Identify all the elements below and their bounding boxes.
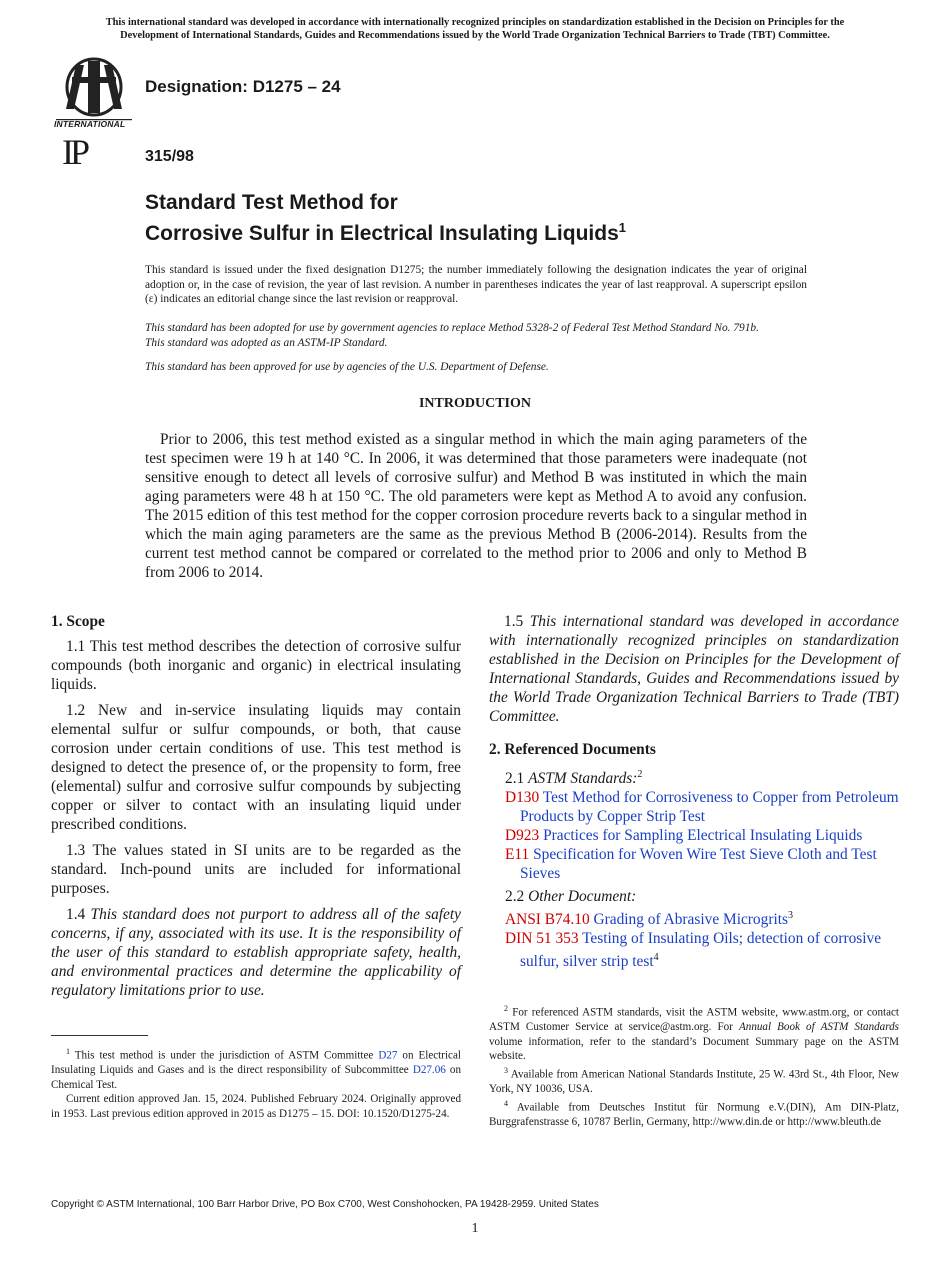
ref-e11[interactable] (489, 845, 899, 883)
footnote-1-edition: Current edition approved Jan. 15, 2024. Published February 2024. Originally approved in 1953. Last previous edition approved in 2015 as D1275 – 15. DOI: 10.1520/D1275-24. (51, 1093, 461, 1121)
footnote-text: Available from American National Standards Institute, 25 W. 43rd St., 4th Floor, New York, NY 10036, USA. (489, 1068, 899, 1096)
para-number: 1.5 (504, 613, 524, 630)
ref-title[interactable]: Practices for Sampling Electrical Insulating Liquids (543, 827, 863, 845)
para-text: This international standard was developed in accordance with internationally recognized principles on standardization established in the Decision on Principles for the Development of International Standards, Guides and Recommendations issued by the World Trade Organization Technical Barriers to Trade (TBT) Committee. (489, 613, 899, 725)
footnote-text: Available from Deutsches Institut für Normung e.V.(DIN), Am DIN-Platz, Burggrafenstrasse 6, 10787 Berlin, Germany, http://www.din.de or http://www.bleuth.de (489, 1101, 899, 1129)
adoption-line-1: This standard has been adopted for use by government agencies to replace Method 5328-2 of Federal Test Method Standard No. 791b. (145, 322, 759, 334)
astm-standards-label (489, 765, 899, 788)
footnote-mark: 2 (504, 1004, 508, 1013)
footnote-italic: Annual Book of ASTM Standards (739, 1021, 900, 1034)
para-number: 1.3 (66, 842, 86, 859)
para-text: New and in-service insulating liquids may contain elemental sulfur or sulfur compounds, or both, that cause corrosion under certain conditions of use. This test method is designed to detect the presence of, or the propensity to form, free (elemental) sulfur and corrosive sulfur compounds by subjecting copper or silver to contact with an insulating liquid under prescribed conditions. (51, 702, 462, 833)
title-line-1: Standard Test Method for (145, 191, 398, 214)
notice-line-1: This international standard was developed in accordance with internationally recognized principles on standardization established in the Decision on Principles for the (105, 17, 845, 28)
astm-logo (52, 57, 136, 131)
label-text: Other Document: (528, 888, 637, 906)
footnote-text: For referenced ASTM standards, visit the ASTM website, www.astm.org, or contact ASTM Customer Service at service@astm.org. For (489, 1006, 899, 1034)
designation-number: D1275 – 24 (252, 77, 341, 96)
notice-line-2: Development of International Standards, Guides and Recommendations issued by the World Trade Organization Technical Barriers to Trade (TBT) Committee. (120, 30, 830, 41)
dod-statement: This standard has been approved for use by agencies of the U.S. Department of Defense. (145, 361, 549, 373)
left-column (51, 612, 461, 1007)
committee-link[interactable]: D27 (378, 1049, 398, 1062)
ref-d130[interactable] (489, 788, 899, 826)
footnotes-right (489, 1002, 899, 1130)
adoption-line-2: This standard was adopted as an ASTM-IP Standard. (145, 336, 388, 349)
para-text: This test method describes the detection of corrosive sulfur compounds (both inorganic and organic) in electrical insulating liquids. (51, 638, 461, 693)
footnote-mark: 4 (653, 952, 659, 964)
subcommittee-link[interactable]: D27.06 (412, 1064, 446, 1077)
footnote-2 (489, 1002, 899, 1064)
ref-title[interactable]: Testing of Insulating Oils; detection of corrosive sulfur, silver strip test (520, 930, 882, 971)
introduction-text: Prior to 2006, this test method existed as a singular method in which the main aging parameters of the test specimen were 19 h at 140 °C. In 2006, it was determined that those parameters were inadequate (not sensitive enough to detect all levels of corrosive sulfur) and Method B was instituted in which the main aging parameters were 48 h at 150 °C. The old parameters were kept as Method A to avoid any confusion. The 2015 edition of this test method for the copper corrosion procedure reverts back to a singular method in which the main aging parameters are the same as the previous Method B (2006-2014). Results from the current test method cannot be compared or correlated to the method prior to 2006 and only to Method B from 2006 to 2014. (145, 431, 807, 581)
document-title (145, 190, 626, 246)
ip-number: 315/98 (145, 148, 194, 165)
ref-ansi-b74-10[interactable] (489, 906, 899, 929)
scope-1-2 (51, 701, 461, 834)
ref-title[interactable]: Grading of Abrasive Microgrits (593, 911, 788, 929)
scope-heading: 1. Scope (51, 613, 105, 630)
page-number: 1 (471, 1221, 479, 1236)
footnote-3 (489, 1064, 899, 1097)
copyright-notice: Copyright © ASTM International, 100 Barr Harbor Drive, PO Box C700, West Conshohocken, PA 19428-2959. United States (51, 1199, 599, 1210)
title-line-2-text: Corrosive Sulfur in Electrical Insulating Liquids (145, 222, 619, 245)
scope-1-3 (51, 841, 461, 898)
title-footnote-mark: 1 (618, 220, 626, 235)
footnote-text: volume information, refer to the standard’s Document Summary page on the ASTM website. (489, 1035, 899, 1063)
footnote-mark: 3 (504, 1066, 508, 1076)
para-number: 1.2 (66, 702, 86, 719)
ref-code[interactable]: E11 (505, 846, 530, 864)
para-number: 1.1 (66, 638, 86, 655)
ref-d923[interactable] (489, 826, 899, 845)
scope-1-4 (51, 905, 461, 1000)
adoption-statement (145, 321, 807, 350)
footnote-4 (489, 1097, 899, 1130)
scope-1-1 (51, 637, 461, 694)
para-number: 2.1 (505, 770, 525, 788)
label-text: ASTM Standards: (528, 770, 638, 788)
footnote-text: This test method is under the jurisdiction of ASTM Committee (74, 1049, 374, 1062)
introduction-heading: INTRODUCTION (418, 396, 531, 411)
ip-logo: IP (62, 132, 87, 172)
footnote-text: on Electrical Insulating Liquids and Gases and is the direct responsibility of Subcommittee (51, 1049, 461, 1077)
designation (145, 77, 341, 97)
para-text: This standard does not purport to address all of the safety concerns, if any, associated with its use. It is the responsibility of the user of this standard to establish appropriate safety, health, and environmental practices and determine the applicability of regulatory limitations prior to use. (51, 906, 461, 999)
ref-code[interactable]: D130 (505, 789, 540, 807)
right-column (489, 612, 899, 971)
footnote-1 (51, 1045, 461, 1092)
footnote-mark: 2 (637, 769, 643, 780)
references-heading: 2. Referenced Documents (489, 741, 656, 758)
title-line-2 (145, 215, 626, 246)
para-text: The values stated in SI units are to be regarded as the standard. Inch-pound units are included for informational purposes. (51, 842, 462, 897)
footnote-text: on Chemical Test. (51, 1064, 462, 1091)
wto-notice (40, 16, 910, 42)
scope-1-5 (489, 612, 899, 726)
ref-title[interactable]: Specification for Woven Wire Test Sieve Cloth and Test Sieves (520, 846, 877, 883)
para-number: 2.2 (505, 888, 525, 906)
ref-code[interactable]: DIN 51 353 (505, 930, 579, 948)
ref-code[interactable]: ANSI B74.10 (505, 911, 590, 929)
ref-title[interactable]: Test Method for Corrosiveness to Copper from Petroleum Products by Copper Strip Test (520, 789, 899, 826)
para-number: 1.4 (66, 906, 86, 923)
ref-din-51-353[interactable] (489, 929, 899, 971)
footnote-mark: 3 (788, 910, 793, 922)
other-document-label (489, 887, 899, 906)
ref-code[interactable]: D923 (505, 827, 540, 845)
designation-label: Designation: (145, 77, 248, 96)
footnote-mark: 4 (504, 1098, 508, 1108)
footnote-rule-left (51, 1035, 148, 1036)
issue-statement: This standard is issued under the fixed designation D1275; the number immediately following the designation indicates the year of original adoption or, in the case of revision, the year of last revision. A number in parentheses indicates the year of last reapproval. A superscript epsilon (ε) indicates an editorial change since the last revision or reapproval. (145, 264, 807, 306)
footnote-mark: 1 (66, 1047, 70, 1056)
footnotes-left (51, 1045, 461, 1122)
logo-text: INTERNATIONAL (54, 119, 126, 129)
